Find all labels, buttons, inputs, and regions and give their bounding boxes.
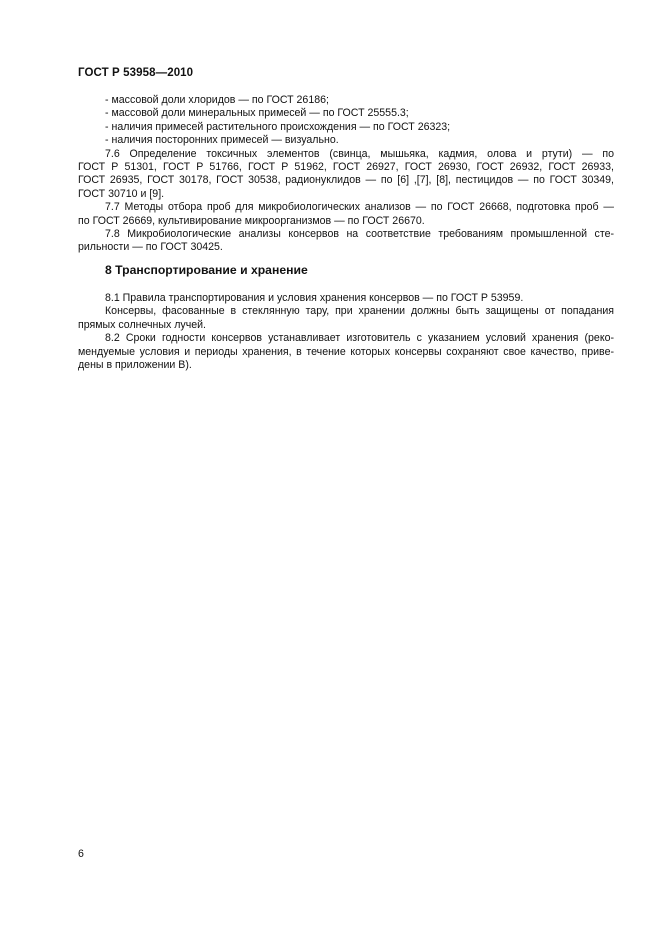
clause-7-6-line-4: ГОСТ 30710 и [9]. [78, 187, 165, 200]
list-item-chlorides: - массовой доли хлоридов — по ГОСТ 26186; [105, 94, 329, 106]
section7-continuation [78, 94, 614, 255]
section-8-heading: 8 Транспортирование и хранение [105, 263, 308, 277]
clause-8-2-line-3: дены в приложении В). [78, 359, 192, 372]
clause-8-2-line-2: мендуемые условия и периоды хранения, в течение которых консервы сохраняют свое качество, приве- [78, 345, 614, 358]
clause-8-1: 8.1 Правила транспортирования и условия хранения консервов — по ГОСТ Р 53959. [105, 292, 524, 304]
document-code-header: ГОСТ Р 53958—2010 [78, 67, 194, 79]
clause-7-8-line-2: рильности — по ГОСТ 30425. [78, 241, 223, 254]
section8-body [78, 292, 614, 372]
clause-7-6-line-3: ГОСТ 26935, ГОСТ 30178, ГОСТ 30538, радионуклидов — по [6] ,[7], [8], пестицидов — по ГОСТ 30349, [78, 174, 614, 187]
clause-7-7-line-1: 7.7 Методы отбора проб для микробиологических анализов — по ГОСТ 26668, подготовка проб — [105, 201, 614, 214]
clause-7-8-line-1: 7.8 Микробиологические анализы консервов на соответствие требованиям промышленной сте- [105, 228, 614, 241]
clause-7-7-line-2: по ГОСТ 26669, культивирование микроорганизмов — по ГОСТ 26670. [78, 214, 425, 227]
list-item-plant-impurities: - наличия примесей растительного происхождения — по ГОСТ 26323; [105, 120, 451, 133]
clause-8-2-line-1: 8.2 Сроки годности консервов устанавливает изготовитель с указанием условий хранения (реко- [105, 332, 614, 345]
glass-storage-line-2: прямых солнечных лучей. [78, 318, 207, 331]
page-number: 6 [78, 848, 84, 860]
glass-storage-line-1: Консервы, фасованные в стеклянную тару, при хранении должны быть защищены от попадания [105, 305, 614, 318]
list-item-mineral-impurities: - массовой доли минеральных примесей — по ГОСТ 25555.3; [105, 107, 409, 120]
clause-7-6-line-1: 7.6 Определение токсичных элементов (свинца, мышьяка, кадмия, олова и ртути) — по [105, 147, 614, 160]
clause-7-6-line-2: ГОСТ Р 51301, ГОСТ Р 51766, ГОСТ Р 51962, ГОСТ 26927, ГОСТ 26930, ГОСТ 26932, ГОСТ 26933, [78, 161, 614, 174]
list-item-foreign-impurities: - наличия посторонних примесей — визуально. [105, 134, 339, 147]
